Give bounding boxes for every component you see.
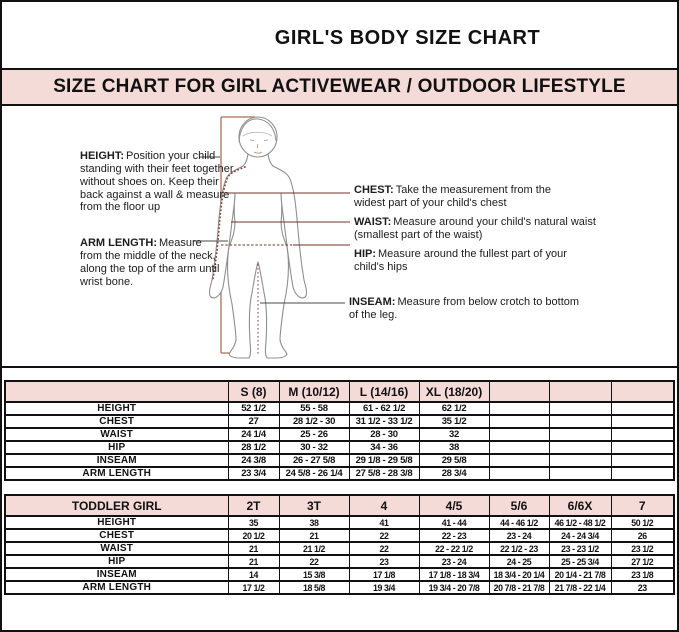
column-header-s: S (8) [228, 381, 279, 402]
table-cell: 19 3/4 - 20 7/8 [419, 581, 489, 594]
table-cell: 23 1/8 [611, 568, 674, 581]
table-cell: 25 - 26 [279, 428, 349, 441]
table-cell [489, 428, 549, 441]
table-cell: 52 1/2 [228, 402, 279, 415]
table-row-chest [5, 529, 674, 542]
inseam-instruction-text: Measure from below crotch to bottom of the leg. [349, 296, 580, 321]
girl-size-table [4, 380, 675, 481]
table-cell [549, 415, 611, 428]
table-cell: 14 [228, 568, 279, 581]
table-cell: 22 - 22 1/2 [419, 542, 489, 555]
table-cell: 28 3/4 [419, 467, 489, 480]
table-row-arm-length [5, 467, 674, 480]
table-row-inseam [5, 568, 674, 581]
table-cell: 22 - 23 [419, 529, 489, 542]
table-cell: 18 3/4 - 20 1/4 [489, 568, 549, 581]
table-row-waist [5, 428, 674, 441]
table-cell: 29 5/8 [419, 454, 489, 467]
table-cell: 27 5/8 - 28 3/8 [349, 467, 419, 480]
table-row-chest [5, 415, 674, 428]
head-outline [239, 117, 277, 157]
table-cell: 22 1/2 - 23 [489, 542, 549, 555]
table-cell [549, 454, 611, 467]
category-banner [2, 70, 677, 106]
table-cell [611, 454, 674, 467]
column-header-xl: XL (18/20) [419, 381, 489, 402]
arm-length-instruction [80, 237, 224, 288]
table-cell [549, 441, 611, 454]
column-header-empty [611, 381, 674, 402]
table-cell [489, 467, 549, 480]
row-label: INSEAM [5, 454, 228, 467]
table-cell: 22 [349, 529, 419, 542]
row-label: INSEAM [5, 568, 228, 581]
table-cell: 62 1/2 [419, 402, 489, 415]
table-cell: 34 - 36 [349, 441, 419, 454]
table-cell: 15 3/8 [279, 568, 349, 581]
table-cell: 17 1/8 [349, 568, 419, 581]
spacer-strip [2, 595, 677, 614]
category-banner-text: SIZE CHART FOR GIRL ACTIVEWEAR / OUTDOOR LIFESTYLE [53, 76, 626, 97]
chest-instruction-label: CHEST: [354, 184, 394, 196]
table-cell: 27 [228, 415, 279, 428]
row-label: ARM LENGTH [5, 581, 228, 594]
table-cell: 21 7/8 - 22 1/4 [549, 581, 611, 594]
column-header-5-6: 5/6 [489, 495, 549, 516]
column-header-3t: 3T [279, 495, 349, 516]
table-cell: 41 - 44 [419, 516, 489, 529]
table-cell: 61 - 62 1/2 [349, 402, 419, 415]
table-row-inseam [5, 454, 674, 467]
height-instruction-text: Position your child standing with their feet together without shoes on. Keep their back against a wall & measure from the floor up [80, 150, 234, 214]
spacer-strip [2, 368, 677, 380]
table-cell: 30 - 32 [279, 441, 349, 454]
table-cell [489, 454, 549, 467]
table-cell: 23 - 24 [419, 555, 489, 568]
table-cell: 55 - 58 [279, 402, 349, 415]
waist-instruction [354, 216, 602, 242]
column-header-2t: 2T [228, 495, 279, 516]
chest-instruction-text: Take the measurement from the widest part of your child's chest [354, 184, 552, 209]
table-cell: 35 1/2 [419, 415, 489, 428]
table-cell: 24 1/4 [228, 428, 279, 441]
row-label: CHEST [5, 529, 228, 542]
table-cell [489, 402, 549, 415]
measurement-diagram [2, 106, 677, 368]
table-cell: 19 3/4 [349, 581, 419, 594]
table-cell: 23 [611, 581, 674, 594]
table-cell: 41 [349, 516, 419, 529]
toddler-size-header-row [5, 495, 674, 516]
table-cell: 24 - 24 3/4 [549, 529, 611, 542]
table-row-waist [5, 542, 674, 555]
spacer-strip [2, 481, 677, 494]
column-header-6-6x: 6/6X [549, 495, 611, 516]
table-row-arm-length [5, 581, 674, 594]
table-cell [611, 467, 674, 480]
row-label: HIP [5, 555, 228, 568]
table-cell [549, 428, 611, 441]
height-instruction-label: HEIGHT: [80, 150, 124, 162]
hip-instruction-label: HIP: [354, 248, 376, 260]
table-cell: 18 5/8 [279, 581, 349, 594]
table-cell: 21 [228, 542, 279, 555]
table-cell [611, 415, 674, 428]
row-label: CHEST [5, 415, 228, 428]
arm-length-instruction-label: ARM LENGTH: [80, 237, 157, 249]
table-cell: 17 1/8 - 18 3/4 [419, 568, 489, 581]
table-cell: 23 - 24 [489, 529, 549, 542]
table-row-height [5, 402, 674, 415]
table-cell: 32 [419, 428, 489, 441]
row-label: WAIST [5, 542, 228, 555]
inseam-instruction [349, 296, 581, 322]
column-header-toddler-girl: TODDLER GIRL [5, 495, 228, 516]
table-cell: 21 [228, 555, 279, 568]
table-cell [611, 441, 674, 454]
table-cell: 20 1/2 [228, 529, 279, 542]
table-cell: 24 5/8 - 26 1/4 [279, 467, 349, 480]
table-cell: 26 - 27 5/8 [279, 454, 349, 467]
table-cell [489, 441, 549, 454]
table-cell [549, 402, 611, 415]
table-cell: 27 1/2 [611, 555, 674, 568]
table-cell: 31 1/2 - 33 1/2 [349, 415, 419, 428]
height-instruction [80, 150, 234, 214]
toddler-girl-size-table [4, 494, 675, 595]
table-cell: 35 [228, 516, 279, 529]
table-cell: 50 1/2 [611, 516, 674, 529]
table-cell: 24 - 25 [489, 555, 549, 568]
table-cell: 26 [611, 529, 674, 542]
table-cell: 38 [419, 441, 489, 454]
table-cell: 22 [349, 542, 419, 555]
row-label: WAIST [5, 428, 228, 441]
table-cell [611, 402, 674, 415]
girl-size-header-row [5, 381, 674, 402]
row-label: ARM LENGTH [5, 467, 228, 480]
hip-instruction [354, 248, 572, 274]
table-cell: 23 - 23 1/2 [549, 542, 611, 555]
table-cell: 28 1/2 - 30 [279, 415, 349, 428]
waist-instruction-label: WAIST: [354, 216, 392, 228]
table-cell: 29 1/8 - 29 5/8 [349, 454, 419, 467]
column-header-7: 7 [611, 495, 674, 516]
table-cell: 23 [349, 555, 419, 568]
table-cell: 22 [279, 555, 349, 568]
inseam-instruction-label: INSEAM: [349, 296, 396, 308]
table-cell: 20 1/4 - 21 7/8 [549, 568, 611, 581]
chest-instruction [354, 184, 569, 210]
table-cell: 24 3/8 [228, 454, 279, 467]
table-row-height [5, 516, 674, 529]
table-cell: 23 1/2 [611, 542, 674, 555]
table-cell: 21 1/2 [279, 542, 349, 555]
column-header-blank [5, 381, 228, 402]
row-label: HEIGHT [5, 402, 228, 415]
column-header-4-5: 4/5 [419, 495, 489, 516]
row-label: HEIGHT [5, 516, 228, 529]
table-cell: 46 1/2 - 48 1/2 [549, 516, 611, 529]
column-header-empty [489, 381, 549, 402]
table-cell: 23 3/4 [228, 467, 279, 480]
column-header-l: L (14/16) [349, 381, 419, 402]
table-cell: 44 - 46 1/2 [489, 516, 549, 529]
table-row-hip [5, 555, 674, 568]
page-title [2, 2, 677, 70]
table-row-hip [5, 441, 674, 454]
waist-instruction-text: Measure around your child's natural waist (smallest part of the waist) [354, 216, 596, 241]
column-header-4: 4 [349, 495, 419, 516]
table-cell: 17 1/2 [228, 581, 279, 594]
table-cell: 28 - 30 [349, 428, 419, 441]
table-cell [549, 467, 611, 480]
page-title-text: GIRL'S BODY SIZE CHART [274, 26, 541, 49]
table-cell: 21 [279, 529, 349, 542]
table-cell [611, 428, 674, 441]
hip-instruction-text: Measure around the fullest part of your child's hips [354, 248, 567, 273]
column-header-m: M (10/12) [279, 381, 349, 402]
arm-length-instruction-text: Measure from the middle of the neck, along the top of the arm until wrist bone. [80, 237, 220, 288]
table-cell: 38 [279, 516, 349, 529]
table-cell: 28 1/2 [228, 441, 279, 454]
column-header-empty [549, 381, 611, 402]
row-label: HIP [5, 441, 228, 454]
table-cell [489, 415, 549, 428]
table-cell: 20 7/8 - 21 7/8 [489, 581, 549, 594]
table-cell: 25 - 25 3/4 [549, 555, 611, 568]
